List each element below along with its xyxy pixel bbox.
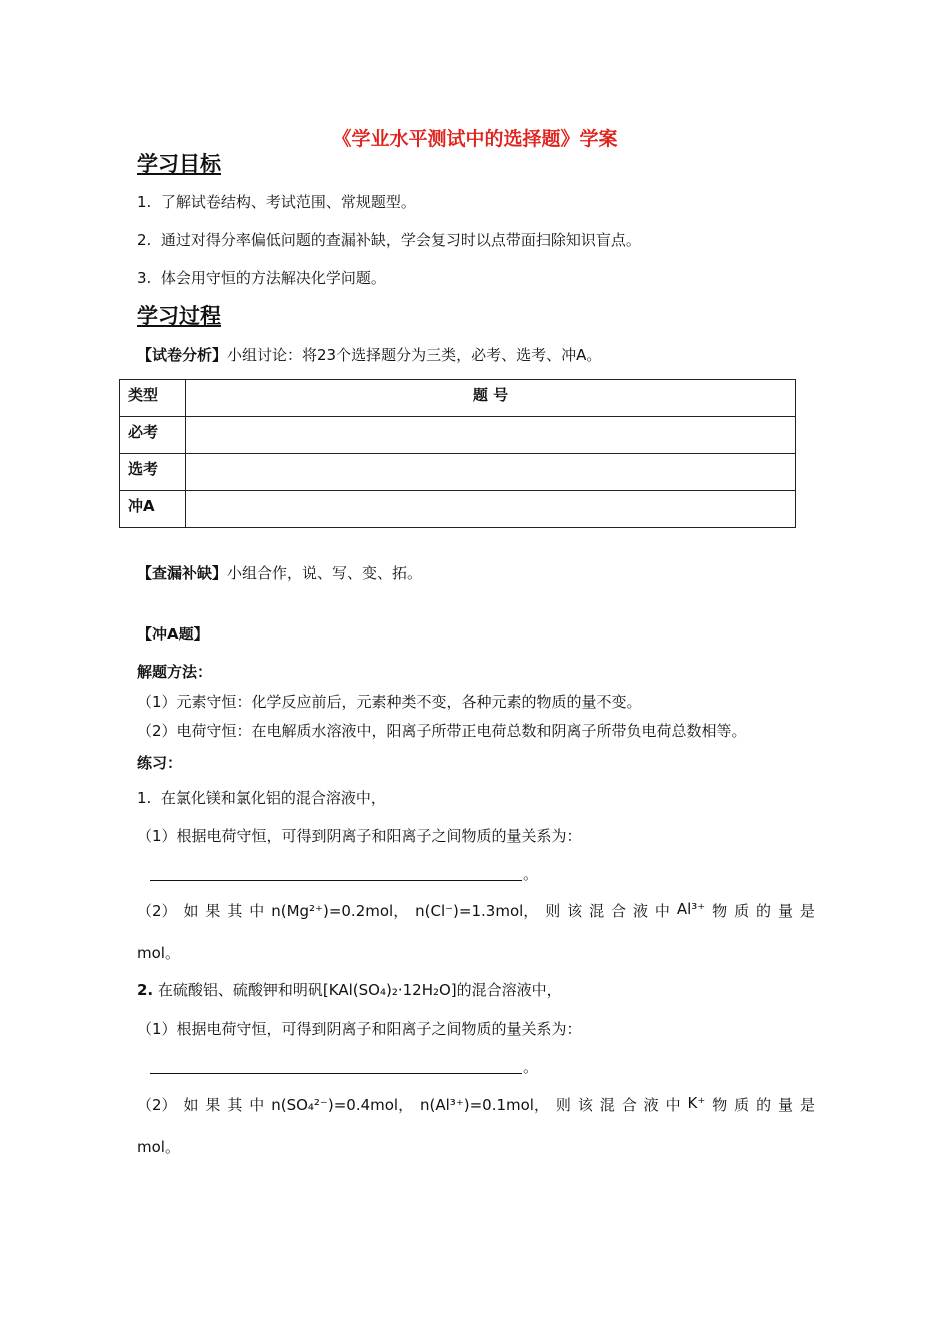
table-cell-type: 必考 [120, 417, 186, 454]
q1-word: 物 [712, 902, 728, 920]
section-heading-process: 学习过程 [137, 304, 221, 328]
q1-word: （2） [137, 902, 177, 920]
q2-answer-blank[interactable] [150, 1073, 522, 1074]
q1-word: Al³⁺ [676, 900, 706, 918]
method-1: （1）元素守恒：化学反应前后，元素种类不变，各种元素的物质的量不变。 [137, 693, 642, 711]
fill-gaps-text: 小组合作，说、写、变、拓。 [227, 564, 423, 582]
q2-word: 中 [665, 1096, 681, 1114]
q1-word: 果 [205, 902, 221, 920]
q2-word: 中 [249, 1096, 265, 1114]
q1-word: 质 [734, 902, 750, 920]
q2-word: （2） [137, 1096, 177, 1114]
method-2: （2）电荷守恒：在电解质水溶液中，阳离子所带正电荷总数和阴离子所带负电荷总数相等。 [137, 722, 747, 740]
q2-word: 物 [712, 1096, 728, 1114]
q1-part1: （1）根据电荷守恒，可得到阴离子和阳离子之间物质的量关系为： [137, 827, 582, 845]
table-cell-numbers[interactable] [186, 454, 796, 491]
fill-gaps-label: 【查漏补缺】 [137, 564, 228, 582]
q1-word: 混 [589, 902, 605, 920]
q2-stem-text: 在硫酸铝、硫酸钾和明矾[KAl(SO₄)₂·12H₂O]的混合溶液中， [157, 981, 562, 999]
q1-word: 中 [249, 902, 265, 920]
q1-num: 1. [137, 789, 152, 807]
q2-stem [137, 979, 562, 1000]
q2-word: 的 [756, 1096, 772, 1114]
q2-word: 果 [205, 1096, 221, 1114]
goal-item-2 [137, 229, 641, 250]
q2-word: 质 [734, 1096, 750, 1114]
q1-word: 则 [545, 902, 561, 920]
q2-word: 则 [555, 1096, 571, 1114]
goal-item-3 [137, 267, 386, 288]
goal-text: 了解试卷结构、考试范围、常规题型。 [160, 193, 416, 211]
q1-word: n(Mg²⁺)=0.2mol， [271, 902, 409, 920]
q2-part2-end: mol。 [137, 1138, 180, 1156]
table-row [120, 417, 796, 454]
table-cell-numbers[interactable] [186, 491, 796, 528]
q1-word: 的 [756, 902, 772, 920]
q1-word: n(Cl⁻)=1.3mol， [415, 902, 539, 920]
q2-word: n(SO₄²⁻)=0.4mol， [271, 1096, 414, 1114]
table-header-type: 类型 [120, 380, 186, 417]
page-title: 《学业水平测试中的选择题》学案 [332, 128, 618, 150]
q2-word: 其 [227, 1096, 243, 1114]
q2-word: 如 [183, 1096, 199, 1114]
analysis-label: 【试卷分析】 [137, 346, 228, 364]
q1-answer-blank[interactable] [150, 880, 522, 881]
q1-part2-end: mol。 [137, 944, 180, 962]
section-heading-goals: 学习目标 [137, 152, 221, 176]
goal-num: 3. [137, 269, 152, 287]
table-row [120, 491, 796, 528]
q1-part2 [137, 900, 815, 921]
practice-label: 练习： [137, 754, 183, 772]
q2-word: 混 [599, 1096, 615, 1114]
q1-word: 其 [227, 902, 243, 920]
q2-word: 是 [799, 1096, 815, 1114]
q2-word: 量 [778, 1096, 794, 1114]
goal-item-1 [137, 191, 416, 212]
analysis-line [137, 344, 601, 365]
q2-part1: （1）根据电荷守恒，可得到阴离子和阳离子之间物质的量关系为： [137, 1020, 582, 1038]
table-header-number: 题 号 [186, 380, 796, 417]
goal-num: 2. [137, 231, 152, 249]
q1-word: 中 [654, 902, 670, 920]
q2-blank-period: 。 [523, 1058, 539, 1076]
table-cell-type: 冲A [120, 491, 186, 528]
fill-gaps-line [137, 562, 422, 583]
q2-word: 液 [643, 1096, 659, 1114]
goal-text: 通过对得分率偏低问题的查漏补缺，学会复习时以点带面扫除知识盲点。 [160, 231, 641, 249]
q2-word: 合 [621, 1096, 637, 1114]
q2-word: K⁺ [687, 1094, 706, 1112]
q1-word: 合 [611, 902, 627, 920]
method-label: 解题方法： [137, 663, 213, 681]
q1-stem [137, 787, 386, 808]
goal-num: 1. [137, 193, 152, 211]
chong-a-heading: 【冲A题】 [137, 625, 209, 643]
table-cell-numbers[interactable] [186, 417, 796, 454]
q2-part2 [137, 1094, 815, 1115]
goal-text: 体会用守恒的方法解决化学问题。 [160, 269, 386, 287]
q1-stem-text: 在氯化镁和氯化铝的混合溶液中， [160, 789, 386, 807]
table-header-row [120, 380, 796, 417]
question-type-table [119, 379, 796, 528]
q1-word: 该 [567, 902, 583, 920]
analysis-text: 小组讨论：将23个选择题分为三类，必考、选考、冲A。 [227, 346, 602, 364]
q1-word: 是 [799, 902, 815, 920]
q1-blank-period: 。 [523, 865, 539, 883]
q1-word: 如 [183, 902, 199, 920]
table-cell-type: 选考 [120, 454, 186, 491]
q2-num: 2. [137, 981, 154, 999]
q1-word: 液 [632, 902, 648, 920]
q2-word: n(Al³⁺)=0.1mol， [420, 1096, 549, 1114]
q2-word: 该 [577, 1096, 593, 1114]
q1-word: 量 [777, 902, 793, 920]
table-row [120, 454, 796, 491]
